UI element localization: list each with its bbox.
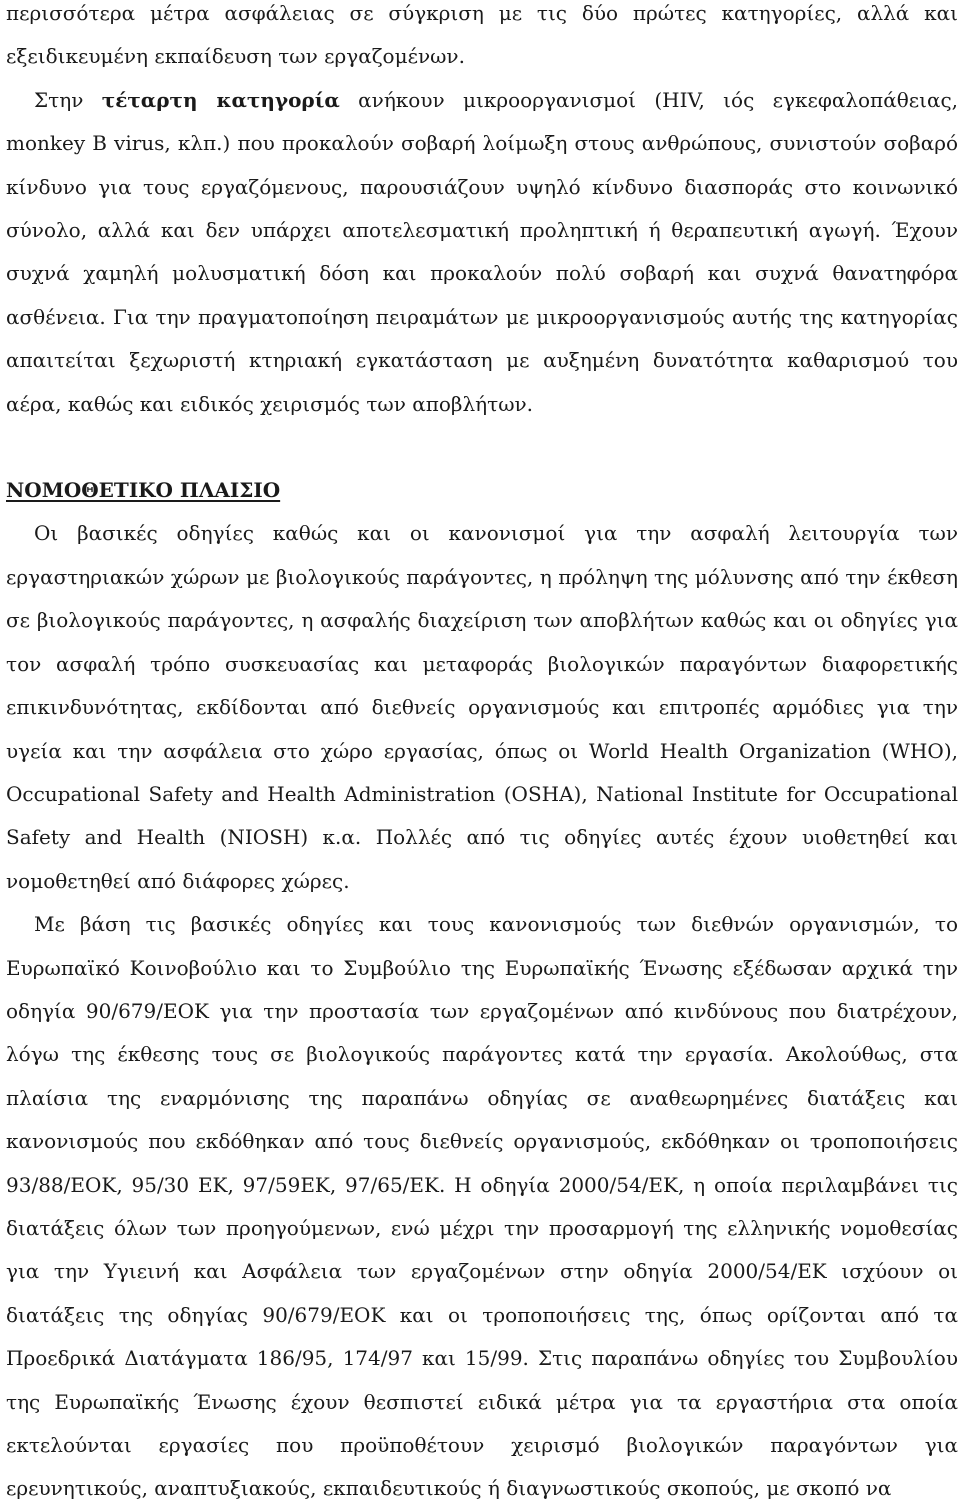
paragraph-fourth-category-intro: Στην (34, 87, 102, 112)
paragraph-fourth-category-body: ανήκουν μικροοργανισμοί (HIV, ιός εγκεφαλοπάθειας, monkey B virus, κλπ.) που προκαλούν σοβαρή λοίμωξη στους ανθρώπους, συνιστούν σοβαρό κίνδυνο για τους εργαζόμενους, παρουσιάζουν υψηλό κίνδυνο διασποράς στο κοινωνικό σύνολο, αλλά και δεν υπάρχει αποτελεσματική προληπτική ή θεραπευτική αγωγή. Έχουν συχνά χαμηλή μολυσματική δόση και προκαλούν πολύ σοβαρή και συχνά θανατηφόρα ασθένεια. Για την πραγματοποίηση πειραμάτων με μικροοργανισμούς αυτής της κατηγορίας απαιτείται ξεχωριστή κτηριακή εγκατάσταση με αυξημένη δυνατότητα καθαρισμού του αέρα, καθώς και ειδικός χειρισμός των αποβλήτων. (6, 87, 959, 416)
paragraph-basic-guidelines-text: Οι βασικές οδηγίες καθώς και οι κανονισμοί για την ασφαλή λειτουργία των εργαστηριακών χώρων με βιολογικούς παράγοντες, η πρόληψη της μόλυνσης από την έκθεση σε βιολογικούς παράγοντες, η ασφαλής διαχείριση των αποβλήτων καθώς και οι οδηγίες για τον ασφαλή τρόπο συσκευασίας και μεταφοράς βιολογικών παραγόντων διαφορετικής επικινδυνότητας, εκδίδονται από διεθνείς οργανισμούς και επιτροπές αρμόδιες για την υγεία και την ασφάλεια στο χώρο εργασίας, όπως οι World Health Organization (WHO), Occupational Safety and Health Administration (OSHA), National Institute for Occupational Safety and Health (NIOSH) κ.α. Πολλές από τις οδηγίες αυτές έχουν υιοθετηθεί και νομοθετηθεί από διάφορες χώρες. (6, 521, 958, 893)
paragraph-basic-guidelines (6, 512, 958, 903)
paragraph-continuation (6, 0, 958, 79)
paragraph-continuation-text: περισσότερα μέτρα ασφάλειας σε σύγκριση με τις δύο πρώτες κατηγορίες, αλλά και εξειδικευμένη εκπαίδευση των εργαζομένων. (6, 1, 958, 69)
paragraph-eu-directives-text: Με βάση τις βασικές οδηγίες και τους κανονισμούς των διεθνών οργανισμών, το Ευρωπαϊκό Κοινοβούλιο και το Συμβούλιο της Ευρωπαϊκής Ένωσης εξέδωσαν αρχικά την οδηγία 90/679/ΕΟΚ για την προστασία των εργαζομένων από κινδύνους που διατρέχουν, λόγω της έκθεσης τους σε βιολογικούς παράγοντες κατά την εργασία. Ακολούθως, στα πλαίσια της εναρμόνισης της παραπάνω οδηγίας σε αναθεωρημένες διατάξεις και κανονισμούς που εκδόθηκαν από τους διεθνείς οργανισμούς, εκδόθηκαν οι τροποποιήσεις 93/88/ΕΟΚ, 95/30 ΕΚ, 97/59ΕΚ, 97/65/ΕΚ. Η οδηγία 2000/54/ΕΚ, η οποία περιλαμβάνει τις διατάξεις όλων των προηγούμενων, ενώ μέχρι την προσαρμογή της ελληνικής νομοθεσίας για την Υγιεινή και Ασφάλεια των εργαζομένων στην οδηγία 2000/54/ΕΚ ισχύουν οι διατάξεις της οδηγίας 90/679/ΕΟΚ και οι τροποποιήσεις της, όπως ορίζονται από τα Προεδρικά Διατάγματα 186/95, 174/97 και 15/99. Στις παραπάνω οδηγίες του Συμβουλίου της Ευρωπαϊκής Ένωσης έχουν θεσπιστεί ειδικά μέτρα για τα εργαστήρια στα οποία εκτελούνται εργασίες που προϋποθέτουν χειρισμό βιολογικών παραγόντων για ερευνητικούς, αναπτυξιακούς, εκπαιδευτικούς ή διαγνωστικούς σκοπούς, με σκοπό να (6, 912, 958, 1501)
section-heading-text: ΝΟΜΟΘΕΤΙΚΟ ΠΛΑΙΣΙΟ (6, 478, 281, 503)
paragraph-eu-directives (6, 903, 958, 1511)
fourth-category-term: τέταρτη κατηγορία (101, 87, 340, 112)
section-heading (6, 469, 958, 512)
paragraph-fourth-category (6, 79, 958, 426)
document-page (6, 0, 958, 1511)
